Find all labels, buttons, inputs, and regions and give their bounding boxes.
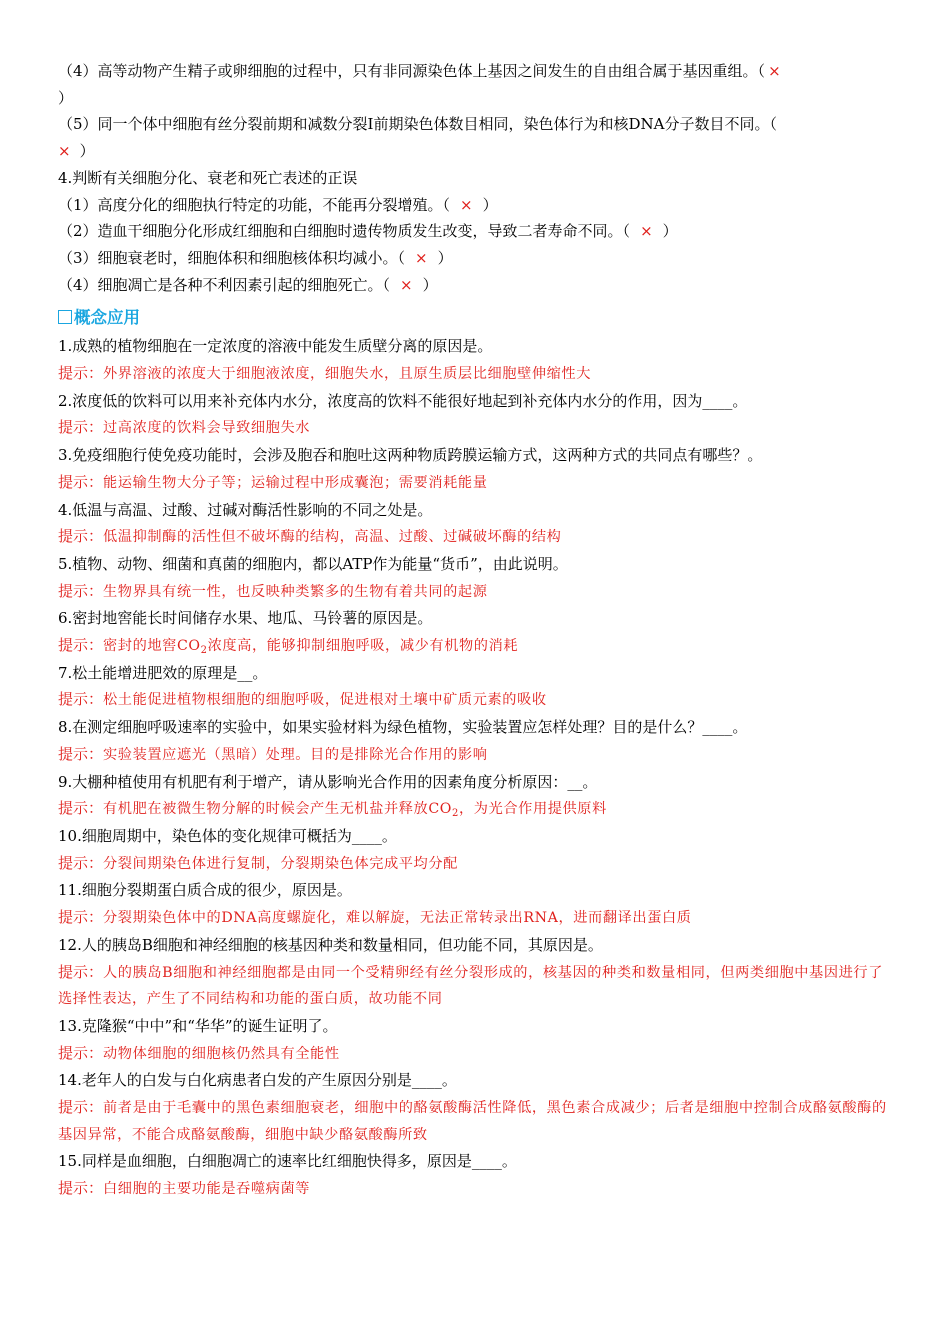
judge-item-3-4: [58, 58, 888, 85]
judge-item-3-5: [58, 111, 888, 138]
question-8: 8.在测定细胞呼吸速率的实验中，如果实验材料为绿色植物，实验装置应怎样处理？目的是什么？____。: [58, 718, 748, 737]
hint-7: 提示：松土能促进植物根细胞的细胞呼吸，促进根对土壤中矿质元素的吸收: [58, 690, 547, 709]
judge-item-4-4: （4）细胞凋亡是各种不利因素引起的细胞死亡。（ × ）: [58, 275, 438, 294]
hint-13: 提示：动物体细胞的细胞核仍然具有全能性: [58, 1043, 340, 1062]
judge-item-3-4-cont: ）: [58, 88, 74, 107]
question-5: 5.植物、动物、细菌和真菌的细胞内，都以ATP作为能量“货币”，由此说明。: [58, 554, 568, 573]
cross-mark: ×: [58, 142, 71, 161]
cross-mark: ×: [460, 195, 473, 214]
hint-4: 提示：低温抑制酶的活性但不破坏酶的结构，高温、过酸、过碱破坏酶的结构: [58, 527, 562, 546]
document-page: [58, 58, 888, 1203]
hint-1: 提示：外界溶液的浓度大于细胞液浓度，细胞失水，且原生质层比细胞壁伸缩性大: [58, 364, 592, 383]
section-heading: 概念应用: [58, 303, 888, 333]
question-2: 2.浓度低的饮料可以用来补充体内水分，浓度高的饮料不能很好地起到补充体内水分的作用，因为____。: [58, 391, 748, 410]
statement-text: （4）高等动物产生精子或卵细胞的过程中，只有非同源染色体上基因之间发生的自由组合属于基因重组。（: [58, 62, 766, 80]
cross-mark: ×: [768, 62, 781, 80]
hint-12: 提示：人的胰岛B细胞和神经细胞都是由同一个受精卵经有丝分裂形成的，核基因的种类和数量相同，但两类细胞中基因进行了选择性表达，产生了不同结构和功能的蛋白质，故功能不同: [58, 962, 883, 1008]
question-12: 12.人的胰岛B细胞和神经细胞的核基因种类和数量相同，但功能不同，其原因是。: [58, 935, 603, 954]
hint-2: 提示：过高浓度的饮料会导致细胞失水: [58, 418, 311, 437]
question-11: 11.细胞分裂期蛋白质合成的很少，原因是。: [58, 881, 352, 900]
question-4: 4.低温与高温、过酸、过碱对酶活性影响的不同之处是。: [58, 500, 433, 519]
hint-9: 提示：有机肥在被微生物分解的时候会产生无机盐并释放$CO_2$，为光合作用提供原料: [58, 799, 607, 820]
hint-6: 提示：密封的地窖$CO_2$浓度高，能够抑制细胞呼吸，减少有机物的消耗: [58, 636, 519, 657]
checkbox-square-icon: [58, 310, 72, 324]
hint-5: 提示：生物界具有统一性，也反映种类繁多的生物有着共同的起源: [58, 581, 488, 600]
hint-15: 提示：白细胞的主要功能是吞噬病菌等: [58, 1179, 311, 1198]
question-4-title: 4.判断有关细胞分化、衰老和死亡表述的正误: [58, 168, 358, 187]
judge-item-4-2: （2）造血干细胞分化形成红细胞和白细胞时遗传物质发生改变，导致二者寿命不同。（ × ）: [58, 222, 678, 241]
question-3: 3.免疫细胞行使免疫功能时，会涉及胞吞和胞吐这两种物质跨膜运输方式，这两种方式的共同点有哪些？。: [58, 446, 763, 465]
question-13: 13.克隆猴“中中”和“华华”的诞生证明了。: [58, 1016, 338, 1035]
cross-mark: ×: [415, 248, 428, 267]
hint-8: 提示：实验装置应遮光（黑暗）处理。目的是排除光合作用的影响: [58, 744, 488, 763]
question-7: 7.松土能增进肥效的原理是__。: [58, 663, 268, 682]
judge-item-4-3: （3）细胞衰老时，细胞体积和细胞核体积均减小。（ × ）: [58, 248, 453, 267]
hint-3: 提示：能运输生物大分子等；运输过程中形成囊泡；需要消耗能量: [58, 472, 488, 491]
judge-item-4-1: （1）高度分化的细胞执行特定的功能，不能再分裂增殖。（ × ）: [58, 195, 498, 214]
judge-item-3-5-cont: × ）: [58, 142, 95, 161]
question-14: 14.老年人的白发与白化病患者白发的产生原因分别是____。: [58, 1071, 457, 1090]
question-1: 1.成熟的植物细胞在一定浓度的溶液中能发生质壁分离的原因是。: [58, 337, 493, 356]
cross-mark: ×: [400, 275, 413, 294]
question-9: 9.大棚种植使用有机肥有利于增产，请从影响光合作用的因素角度分析原因：__。: [58, 772, 598, 791]
question-15: 15.同样是血细胞，白细胞凋亡的速率比红细胞快得多，原因是____。: [58, 1152, 517, 1171]
hint-14: 提示：前者是由于毛囊中的黑色素细胞衰老，细胞中的酪氨酸酶活性降低，黑色素合成减少；后者是细胞中控制合成酪氨酸酶的基因异常，不能合成酪氨酸酶，细胞中缺少酪氨酸酶所致: [58, 1098, 887, 1143]
cross-mark: ×: [640, 222, 653, 241]
hint-10: 提示：分裂间期染色体进行复制，分裂期染色体完成平均分配: [58, 853, 458, 872]
statement-text: （5）同一个体中细胞有丝分裂前期和减数分裂Ⅰ前期染色体数目相同，染色体行为和核DNA分子数目不同。（: [58, 115, 777, 134]
question-6: 6.密封地窖能长时间储存水果、地瓜、马铃薯的原因是。: [58, 609, 433, 628]
hint-11: 提示：分裂期染色体中的DNA高度螺旋化，难以解旋，无法正常转录出RNA，进而翻译出蛋白质: [58, 908, 692, 927]
question-10: 10.细胞周期中，染色体的变化规律可概括为____。: [58, 826, 397, 845]
